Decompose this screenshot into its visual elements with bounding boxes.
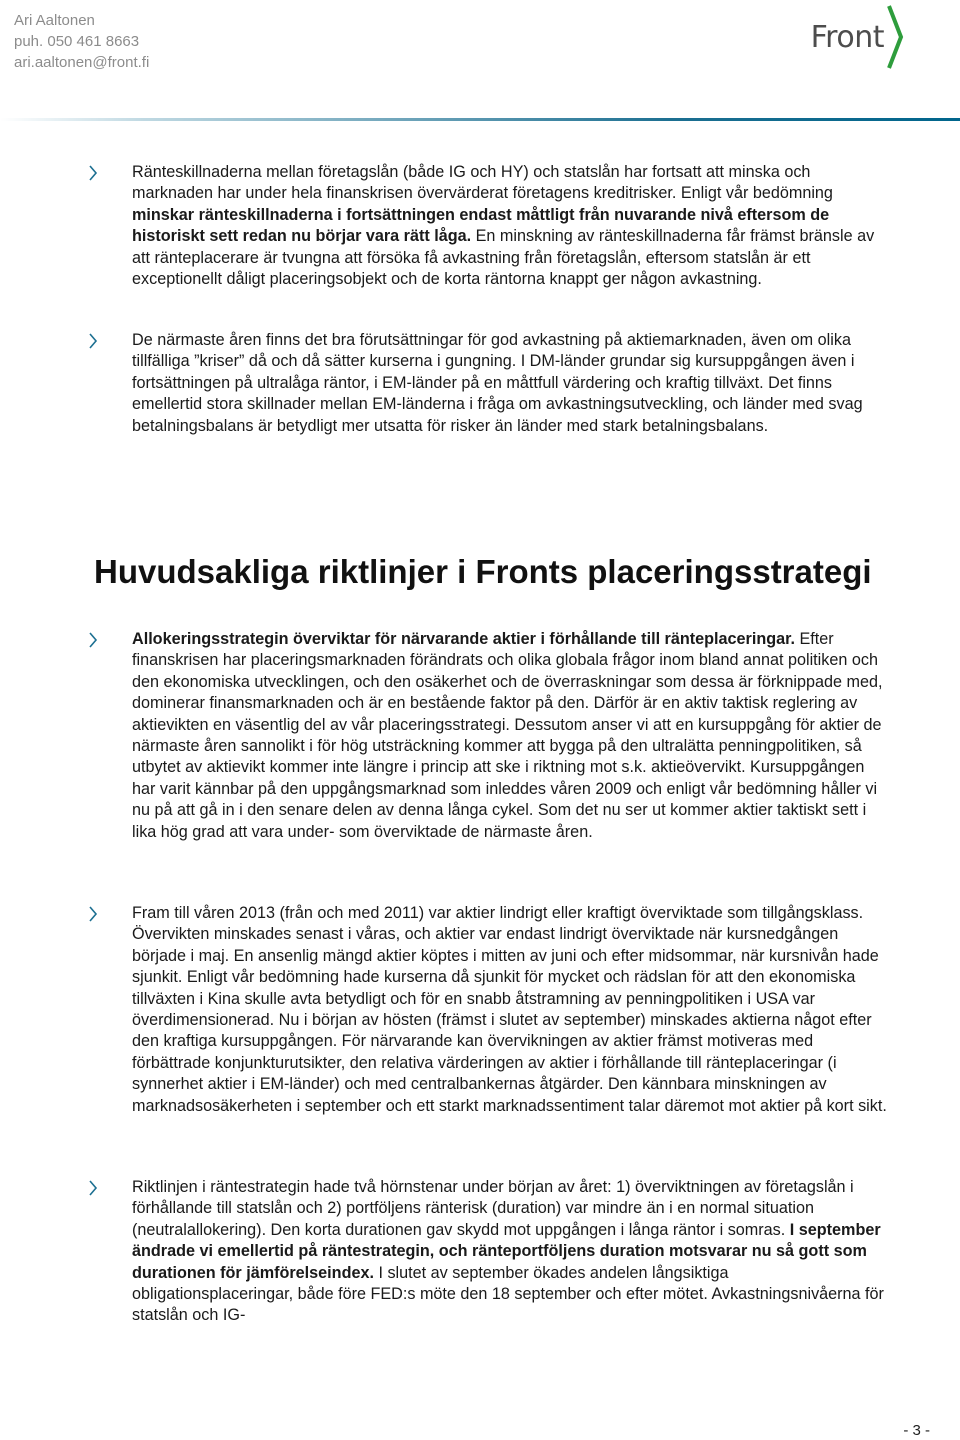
- text-run: I slutet av september ökades andelen långsiktiga obligationsplaceringar, både före FED:s möte den 18 september och efter mötet. Avkastningsnivåerna för statslån och IG-: [132, 1263, 884, 1325]
- list-item: [88, 903, 888, 1117]
- text-run: Ränteskillnaderna mellan företagslån (både IG och HY) och statslån har fortsatt att minska och marknaden har under hela finanskrisen övervärderat företagens kreditrisker. Enligt vår bedömning: [132, 163, 833, 203]
- bullet-chevron-icon: [88, 632, 98, 648]
- paragraph: [132, 330, 888, 437]
- front-logo: [811, 2, 904, 72]
- contact-block: [14, 10, 149, 73]
- text-run: Efter finanskrisen har placeringsmarknaden förändrats och olika globala frågor inom bland annat politiken och den ekonomiska utvecklingen, och den osäkerhet och de överraskningar som dessa är förknippade med, dominerar finansmarknaden och är en bestående faktor på den. Därför är en aktiv taktisk reglering av aktievikten en väsentlig del av vår placeringsstrategi. Dessutom anser vi att en kursuppgång för aktier de närmaste åren sannolikt i för hög utsträckning kommer att bygga på den ultralätta penningpolitiken, så utbytet av aktievikt kommer inte längre i princip att ske i riktning mot s.k. aktieövervikt. Kursuppgången har varit kännbar på den uppgångsmarknad som inleddes våren 2009 och enligt vår bedömning håller vi nu på att gå in i den senare delen av denna långa cykel. Som det nu ser ut kommer aktier taktiskt sett i lika hög grad att vara under- som överviktade de närmaste åren.: [132, 630, 883, 841]
- paragraph: [132, 629, 888, 843]
- text-run: En minskning av ränteskillnaderna får främst bränsle av att ränteplacerare är tvungna att försöka få avkastning från företagslån, eftersom statslån är ett exceptionellt dåligt placeringsobjekt och de korta räntorna knappt ger någon avkastning.: [132, 227, 875, 289]
- bullet-chevron-icon: [88, 333, 98, 349]
- list-item: [88, 162, 888, 290]
- list-item: [88, 330, 888, 437]
- contact-name: Ari Aaltonen: [14, 12, 95, 29]
- contact-email: ari.aaltonen@front.fi: [14, 54, 150, 71]
- paragraph: [132, 162, 888, 290]
- header-rule: [0, 118, 960, 121]
- bold-text: minskar ränteskillnaderna i fortsättningen endast måttligt från nuvarande nivå eftersom de historiskt sett redan nu börjar vara rätt låga.: [132, 205, 830, 246]
- logo-text: Front: [810, 19, 884, 55]
- bullet-chevron-icon: [88, 906, 98, 922]
- logo-chevron-icon: [886, 4, 904, 70]
- bold-text: Allokeringsstrategin överviktar för närvarande aktier i förhållande till ränteplaceringar.: [132, 630, 796, 648]
- list-item: [88, 629, 888, 843]
- bullet-chevron-icon: [88, 1180, 98, 1196]
- text-run: Riktlinjen i räntestrategin hade två hörnstenar under början av året: 1) överviktningen av företagslån i förhållande till statslån och 2) portföljens ränterisk (duration) var mindre än i en normal situation (neutralallokering). Den korta durationen gav skydd mot uppgången i långa räntor i somras.: [132, 1178, 854, 1239]
- text-run: Fram till våren 2013 (från och med 2011) var aktier lindrigt eller kraftigt överviktade som tillgångsklass. Övervikten minskades senast i våras, och aktier var endast lindrigt överviktade när kursnedgången började i maj. En ansenlig mängd aktier köptes i mitten av juni och efter midsommar, när kursnivån hade sjunkit. Enligt vår bedömning hade kurserna då sjunkit för mycket och rädslan för att den ekonomiska tillväxten i Kina skulle avta betydligt och för en snabb åtstramning av penningpolitiken i USA var överdimensionerad. Nu i början av hösten (främst i slutet av september) minskades aktierna något efter den kraftiga kursuppgången. För närvarande kan övervikningen av aktier främst motiveras med förbättrade konjunkturutsikter, den relativa värderingen av aktier i förhållande till ränteplaceringar (i synnerhet aktier i EM-länder) och med centralbankernas åtgärder. Den kännbara minskningen av marknadsosäkerheten i september och ett starkt marknadssentiment talar däremot mot aktier på kort sikt.: [132, 904, 887, 1115]
- section-heading: Huvudsakliga riktlinjer i Fronts placeringsstrategi: [94, 553, 872, 590]
- text-run: De närmaste åren finns det bra förutsättningar för god avkastning på aktiemarknaden, även om olika tillfälliga ”kriser” då och då sätter kurserna i gungning. I DM-länder grundar sig kursuppgången även i fortsättningen på ultralåga räntor, i EM-länder på en måttfull värdering och kraftig tillväxt. Det finns emellertid stora skillnader mellan EM-länderna i fråga om avkastningsutveckling, och länder med svag betalningsbalans är betydligt mer utsatta för risker än länder med stark betalningsbalans.: [132, 331, 863, 435]
- paragraph: [132, 903, 888, 1117]
- list-item: [88, 1177, 888, 1327]
- bold-text: I september ändrade vi emellertid på räntestrategin, och ränteportföljens duration motsvarar nu så gott som durationen för jämförelseindex.: [132, 1220, 881, 1282]
- paragraph: [132, 1177, 888, 1327]
- bullet-chevron-icon: [88, 165, 98, 181]
- contact-phone: puh. 050 461 8663: [14, 33, 140, 50]
- page-number: - 3 -: [903, 1422, 930, 1439]
